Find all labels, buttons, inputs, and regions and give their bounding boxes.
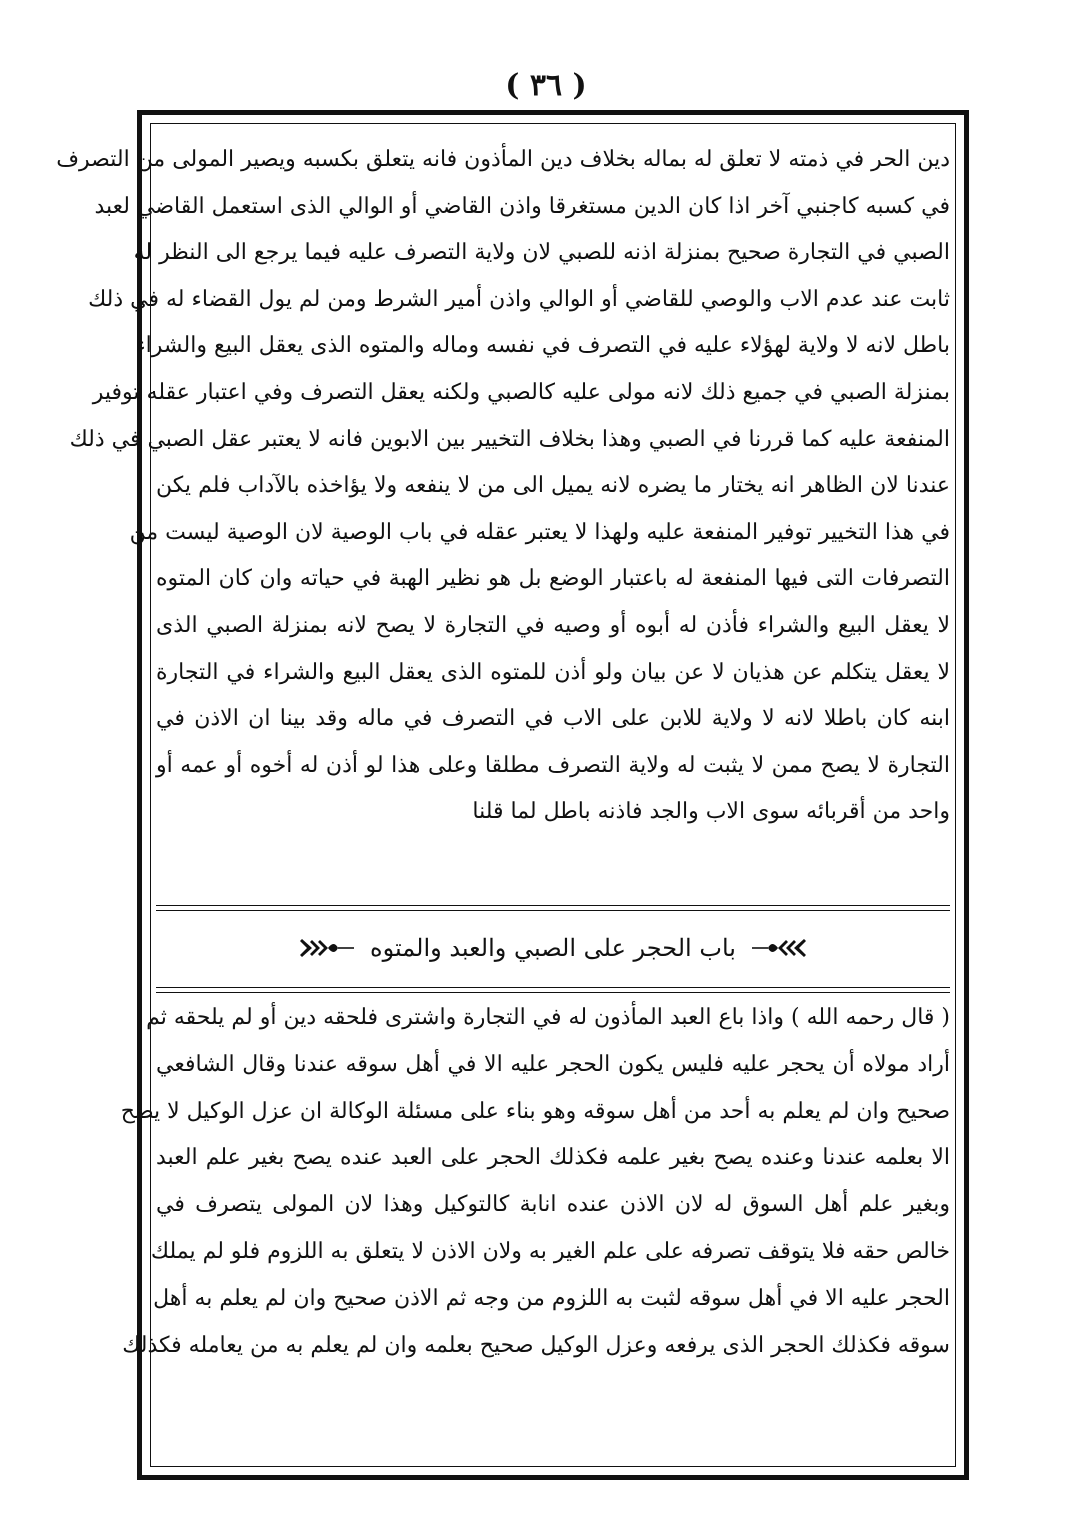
text-line: في كسبه كاجنبي آخر اذا كان الدين مستغرقا واذن القاضي أو الوالي الذى استعمل القاضي لعبد <box>94 193 950 219</box>
text-line: بمنزلة الصبي في جميع ذلك لانه مولى عليه كالصبي ولكنه يعقل التصرف وفي اعتبار عقله توفير <box>92 379 950 405</box>
ornament-left-icon <box>292 937 356 959</box>
text-line: في هذا التخيير توفير المنفعة عليه ولهذا لا يعتبر عقله في باب الوصية لان الوصية ليست من <box>129 519 950 545</box>
text-line: ( قال رحمه الله ) واذا باع العبد المأذون له في التجارة واشترى فلحقه دين أو لم يلحقه ثم <box>146 1005 950 1030</box>
text-line: الحجر عليه الا في أهل سوقه لثبت به اللزوم من وجه ثم الاذن صحيح وان لم يعلم به أهل <box>153 1285 950 1311</box>
paragraph-bottom <box>120 995 950 1369</box>
section-divider <box>156 905 950 995</box>
text-line: واحد من أقربائه سوى الاب والجد فاذنه باطل لما قلنا <box>472 799 950 825</box>
text-line: صحيح وان لم يعلم به أحد من أهل سوقه وهو بناء على مسئلة الوكالة ان عزل الوكيل لا يصح <box>120 1098 950 1124</box>
text-line: خالص حقه فلا يتوقف تصرفه على علم الغير به ولان الاذن لا يتعلق به اللزوم فلو لم يملك <box>150 1238 950 1264</box>
text-line: المنفعة عليه كما قررنا في الصبي وهذا بخلاف التخيير بين الابوين فانه لا يعتبر عقل الصبي في ذلك <box>69 426 950 452</box>
text-line: سوقه فكذلك الحجر الذى يرفعه وعزل الوكيل صحيح بعلمه وان لم يعلم به من يعامله فكذلك <box>122 1332 950 1358</box>
text-line: باطل لانه لا ولاية لهؤلاء عليه في التصرف في نفسه وماله والمتوه الذى يعقل البيع والشراء <box>135 333 950 359</box>
divider-rule <box>156 987 950 988</box>
divider-rule <box>156 910 950 911</box>
text-line: الا بعلمه عندنا وعنده يصح بغير علمه فكذلك الحجر على العبد عنده يصح بغير علم العبد <box>156 1145 950 1171</box>
divider-rule <box>156 905 950 906</box>
text-line: التجارة لا يصح ممن لا يثبت له ولاية التصرف مطلقا وعلى هذا لو أذن له أخوه أو عمه أو <box>156 752 950 778</box>
text-line: ابنه كان باطلا لانه لا ولاية للابن على الاب في التصرف في ماله وقد بينا ان الاذن في <box>156 706 950 732</box>
section-heading-row <box>156 925 950 971</box>
text-line: الصبي في التجارة صحيح بمنزلة اذنه للصبي لان ولاية التصرف عليه فيما يرجع الى النظر له <box>133 240 950 266</box>
section-heading: باب الحجر على الصبي والعبد والمتوه <box>370 934 736 962</box>
page-number: ( ٣٦ ) <box>505 68 587 103</box>
page-border-outer <box>56 110 969 1480</box>
text-line: ثابت عند عدم الاب والوصي للقاضي أو الوالي واذن أمير الشرط ومن لم يول القضاء له في ذلك <box>88 286 950 312</box>
text-line: أراد مولاه أن يحجر عليه فليس يكون الحجر عليه الا في أهل سوقه عندنا وقال الشافعي <box>156 1051 950 1077</box>
divider-rule <box>156 992 950 993</box>
text-line: لا يعقل البيع والشراء فأذن له أبوه أو وصيه في التجارة لا يصح لانه بمنزلة الصبي الذى <box>156 612 950 638</box>
text-line: التصرفات التى فيها المنفعة له باعتبار الوضع بل هو نظير الهبة في حياته وان كان المتوه <box>156 566 950 592</box>
ornament-right-icon <box>750 937 814 959</box>
text-line: عندنا لان الظاهر انه يختار ما يضره لانه يميل الى من لا ينفعه ولا يؤاخذه بالآداب فلم يكن <box>156 473 950 499</box>
text-line: دين الحر في ذمته لا تعلق له بماله بخلاف دين المأذون فانه يتعلق بكسبه ويصير المولى من التصرف <box>56 147 950 172</box>
text-line: لا يعقل يتكلم عن هذيان لا عن بيان ولو أذن للمتوه الذى يعقل البيع والشراء في التجارة <box>156 659 950 685</box>
paragraph-top <box>56 137 950 836</box>
text-line: وبغير علم أهل السوق له لان الاذن عنده انابة كالتوكيل وهذا لان المولى يتصرف في <box>156 1192 950 1218</box>
